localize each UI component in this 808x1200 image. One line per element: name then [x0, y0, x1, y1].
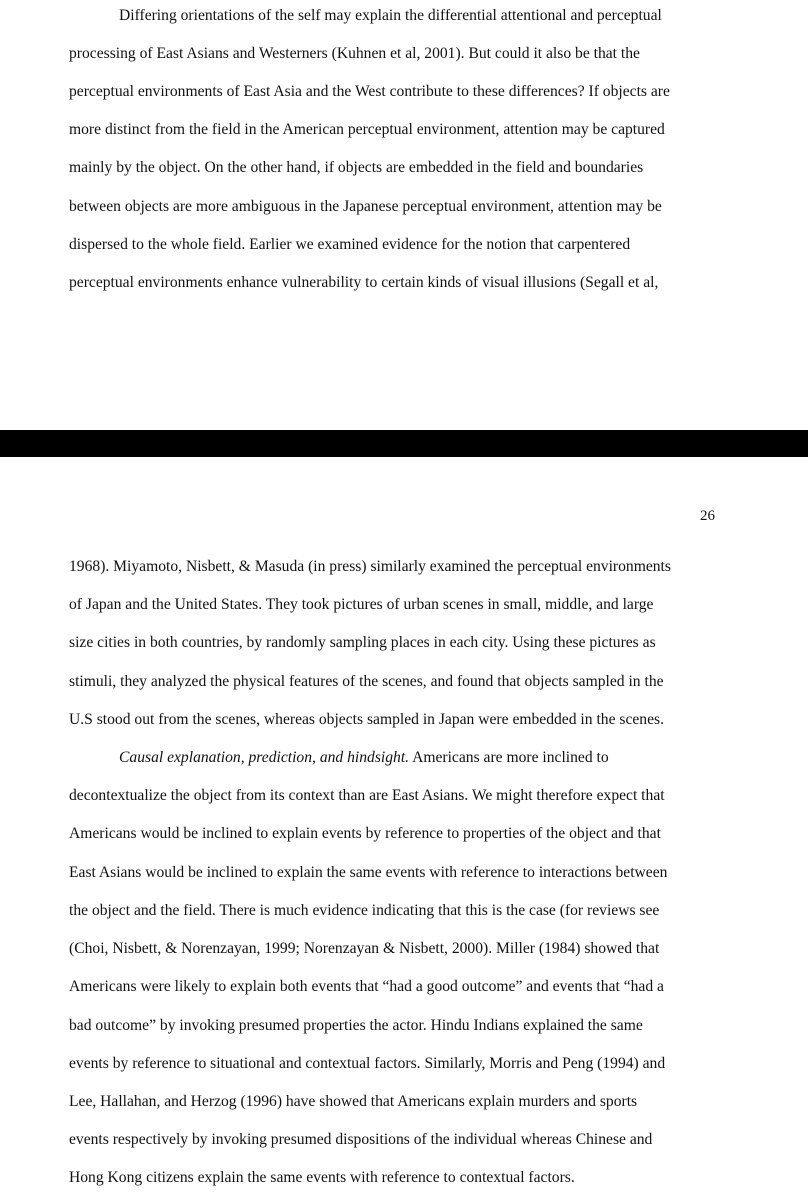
- text-line: Hong Kong citizens explain the same events with reference to contextual factors.: [69, 1169, 575, 1186]
- text-line: Americans were likely to explain both events that “had a good outcome” and events that “had a: [69, 978, 664, 995]
- page-break-bar: [0, 430, 808, 457]
- text-line: events respectively by invoking presumed dispositions of the individual whereas Chinese and: [69, 1131, 653, 1148]
- text-line: East Asians would be inclined to explain the same events with reference to interactions between: [69, 864, 668, 881]
- text-line: decontextualize the object from its context than are East Asians. We might therefore expect that: [69, 787, 665, 804]
- text-line: bad outcome” by invoking presumed properties the actor. Hindu Indians explained the same: [69, 1017, 643, 1034]
- text-line: perceptual environments of East Asia and the West contribute to these differences? If objects are: [69, 83, 670, 100]
- text-line: events by reference to situational and contextual factors. Similarly, Morris and Peng (1994) and: [69, 1055, 666, 1072]
- text-line: between objects are more ambiguous in the Japanese perceptual environment, attention may be: [69, 198, 662, 215]
- text-line: Lee, Hallahan, and Herzog (1996) have showed that Americans explain murders and sports: [69, 1093, 638, 1110]
- text-line: size cities in both countries, by randomly sampling places in each city. Using these pictures as: [69, 634, 656, 651]
- section-heading-italic: Causal explanation, prediction, and hindsight.: [119, 749, 410, 766]
- text-line: (Choi, Nisbett, & Norenzayan, 1999; Norenzayan & Nisbett, 2000). Miller (1984) showed that: [69, 940, 660, 957]
- text-line: Americans would be inclined to explain events by reference to properties of the object and that: [69, 825, 661, 842]
- text-line: perceptual environments enhance vulnerability to certain kinds of visual illusions (Segall et al,: [69, 274, 659, 291]
- text-line: the object and the field. There is much evidence indicating that this is the case (for reviews see: [69, 902, 660, 919]
- text-line: U.S stood out from the scenes, whereas objects sampled in Japan were embedded in the scenes.: [69, 711, 664, 728]
- text-line: 1968). Miyamoto, Nisbett, & Masuda (in press) similarly examined the perceptual environments: [69, 558, 671, 575]
- text-line: processing of East Asians and Westerners (Kuhnen et al, 2001). But could it also be that the: [69, 45, 640, 62]
- text-line: stimuli, they analyzed the physical features of the scenes, and found that objects sampled in the: [69, 673, 664, 690]
- text-line: of Japan and the United States. They took pictures of urban scenes in small, middle, and large: [69, 596, 654, 613]
- text-line: Differing orientations of the self may explain the differential attentional and perceptual: [119, 7, 662, 24]
- text-line: dispersed to the whole field. Earlier we examined evidence for the notion that carpentered: [69, 236, 631, 253]
- page-number: 26: [700, 508, 715, 524]
- section-heading-line: [119, 748, 609, 768]
- text-line: more distinct from the field in the American perceptual environment, attention may be captured: [69, 121, 665, 138]
- text-line: mainly by the object. On the other hand, if objects are embedded in the field and boundaries: [69, 159, 644, 176]
- section-heading-continuation: Americans are more inclined to: [409, 749, 609, 766]
